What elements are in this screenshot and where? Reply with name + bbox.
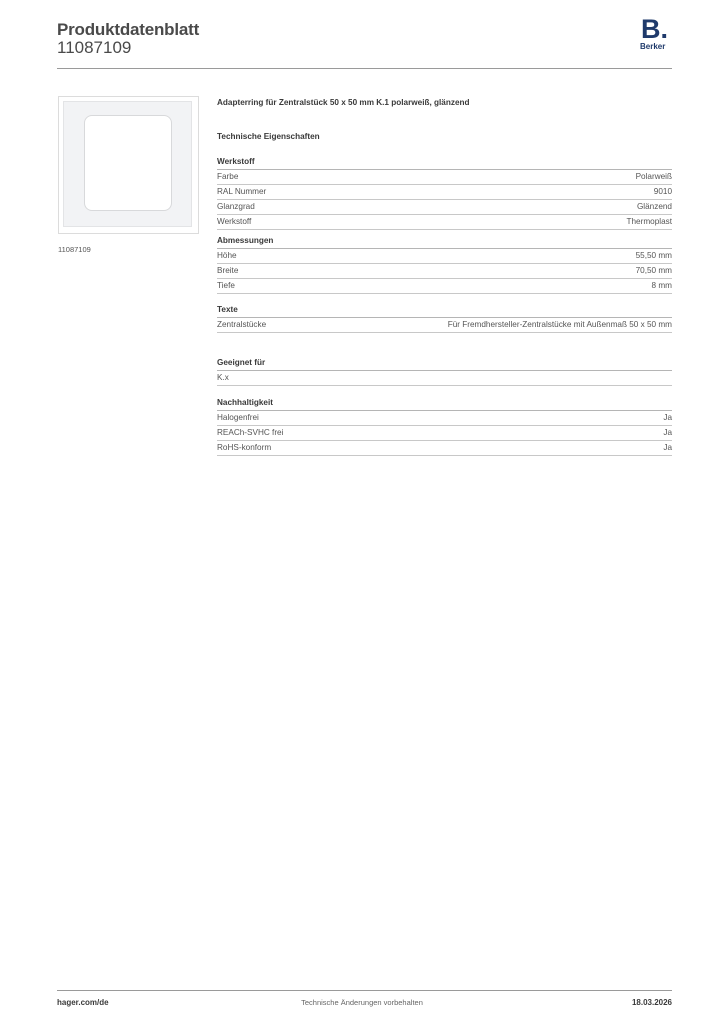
document-number: 11087109	[57, 38, 132, 57]
frame-outer-shape	[63, 101, 192, 227]
spec-row	[217, 411, 672, 426]
group-heading: Texte	[217, 303, 672, 318]
spec-label: Halogenfrei	[217, 413, 259, 422]
spec-row	[217, 371, 672, 386]
group-werkstoff	[217, 155, 672, 230]
spec-row	[217, 185, 672, 200]
group-heading: Abmessungen	[217, 234, 672, 249]
section-title: Technische Eigenschaften	[217, 132, 320, 141]
footer-disclaimer: Technische Änderungen vorbehalten	[301, 998, 423, 1007]
spec-label: K.x	[217, 373, 229, 382]
spec-value: 70,50 mm	[635, 266, 672, 275]
product-image	[58, 96, 199, 234]
document-title: Produktdatenblatt	[57, 20, 200, 39]
header-divider	[57, 68, 672, 69]
spec-label: Glanzgrad	[217, 202, 255, 211]
footer-divider	[57, 990, 672, 991]
frame-opening-shape	[84, 115, 172, 211]
spec-label: Zentralstücke	[217, 320, 267, 329]
spec-value: Ja	[663, 443, 672, 452]
logo-text: Berker	[640, 42, 666, 51]
spec-label: Tiefe	[217, 281, 235, 290]
spec-value: Ja	[663, 428, 672, 437]
spec-row	[217, 426, 672, 441]
footer-date: 18.03.2026	[631, 998, 672, 1007]
spec-value: Ja	[663, 413, 672, 422]
spec-row	[217, 200, 672, 215]
spec-value: Für Fremdhersteller-Zentralstücke mit Außenmaß 50 x 50 mm	[447, 320, 672, 329]
spec-value: 8 mm	[651, 281, 672, 290]
logo-mark: B.	[641, 14, 668, 44]
spec-label: Höhe	[217, 251, 237, 260]
spec-value: 55,50 mm	[635, 251, 672, 260]
spec-row	[217, 318, 672, 333]
group-nachhaltigkeit	[217, 396, 672, 456]
spec-label: RoHS-konform	[217, 443, 272, 452]
spec-row	[217, 279, 672, 294]
spec-row	[217, 215, 672, 230]
group-heading: Nachhaltigkeit	[217, 396, 672, 411]
berker-logo	[640, 16, 674, 56]
spec-row	[217, 249, 672, 264]
spec-label: Werkstoff	[217, 217, 252, 226]
group-texte	[217, 303, 672, 333]
spec-row	[217, 264, 672, 279]
spec-label: Farbe	[217, 172, 239, 181]
group-geeignet	[217, 356, 672, 386]
spec-label: REACh-SVHC frei	[217, 428, 284, 437]
spec-value: 9010	[653, 187, 672, 196]
spec-label: Breite	[217, 266, 239, 275]
group-heading: Werkstoff	[217, 155, 672, 170]
spec-value: Polarweiß	[635, 172, 672, 181]
product-name: Adapterring für Zentralstück 50 x 50 mm K.1 polarweiß, glänzend	[217, 98, 470, 107]
footer-website-link[interactable]: hager.com/de	[57, 998, 109, 1007]
spec-row	[217, 170, 672, 185]
group-heading: Geeignet für	[217, 356, 672, 371]
group-abmessungen	[217, 234, 672, 294]
spec-value: Glänzend	[636, 202, 672, 211]
spec-label: RAL Nummer	[217, 187, 267, 196]
image-caption: 11087109	[58, 245, 91, 254]
specification-content	[217, 97, 672, 456]
spec-row	[217, 441, 672, 456]
spec-value: Thermoplast	[626, 217, 672, 226]
